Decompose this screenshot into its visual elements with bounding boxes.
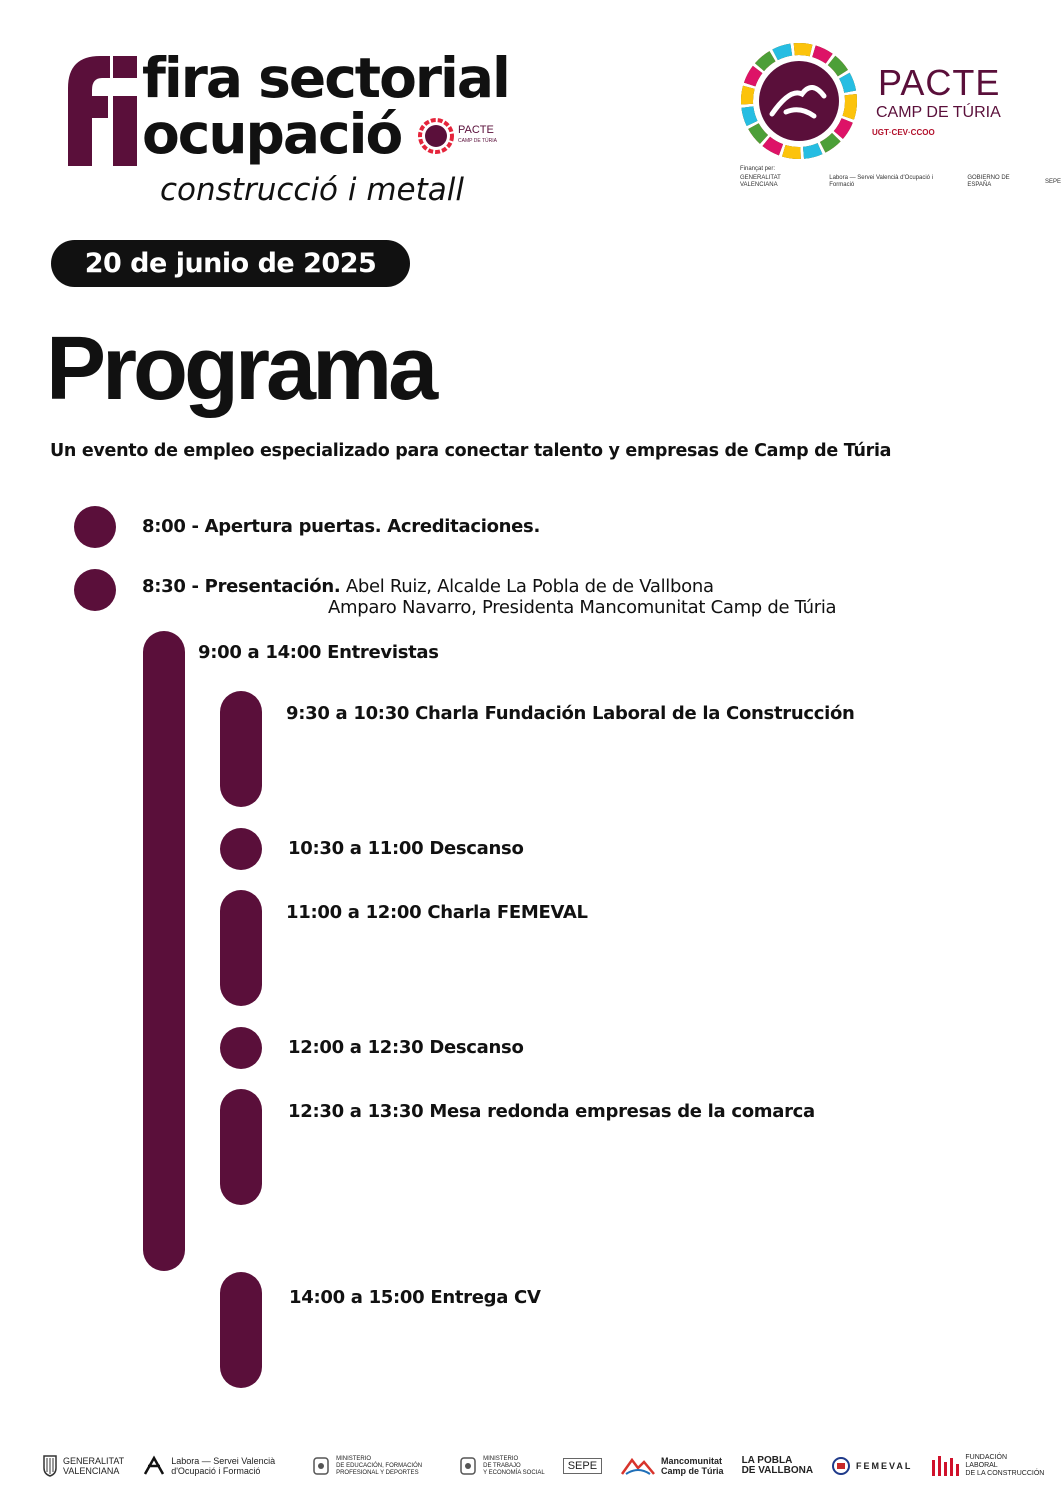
spain-crest-icon <box>311 1454 331 1478</box>
event-presentacion-time: 8:30 - Presentación. <box>142 576 341 597</box>
mancomunitat-mountain-icon <box>620 1454 656 1478</box>
event-entrega-cv: 14:00 a 15:00 Entrega CV <box>289 1287 541 1308</box>
tagline: Un evento de empleo especializado para conectar talento y empresas de Camp de Túria <box>50 441 892 461</box>
labora-icon <box>142 1454 166 1478</box>
page-title: Programa <box>46 319 435 419</box>
logo-la-pobla: LA POBLA DE VALLBONA <box>741 1455 814 1476</box>
funders-row <box>740 175 1061 189</box>
event-presentacion-speaker-1: Abel Ruiz, Alcalde La Pobla de de Vallbona <box>345 576 714 597</box>
event-charla-fundacion: 9:30 a 10:30 Charla Fundación Laboral de la Construcción <box>286 703 855 724</box>
logo-ministerio-trabajo: MINISTERIO DE TRABAJO Y ECONOMÍA SOCIAL <box>458 1454 545 1478</box>
mini-pacte-logo <box>418 118 504 166</box>
spain-crest-icon <box>458 1454 478 1478</box>
timeline-bar-charla-2 <box>220 890 262 1006</box>
event-presentacion <box>142 576 714 597</box>
fundacion-bars-icon <box>930 1454 960 1478</box>
timeline-dot-2 <box>74 569 116 611</box>
logo-sepe: SEPE <box>563 1458 602 1474</box>
event-charla-femeval: 11:00 a 12:00 Charla FEMEVAL <box>286 902 588 923</box>
pacte-partners: UGT·CEV·CCOO <box>872 128 935 137</box>
fi-logo-mark <box>58 48 138 166</box>
svg-text:PACTE: PACTE <box>458 124 494 136</box>
svg-text:CAMP DE TÚRIA: CAMP DE TÚRIA <box>458 138 497 144</box>
financed-label: Finançat per: <box>740 166 776 172</box>
date-badge: 20 de junio de 2025 <box>51 240 410 287</box>
event-subtitle: construcció i metall <box>160 172 464 208</box>
event-apertura: 8:00 - Apertura puertas. Acreditaciones. <box>142 516 541 537</box>
event-presentacion-speaker-2: Amparo Navarro, Presidenta Mancomunitat Camp de Túria <box>328 597 837 618</box>
femeval-emblem-icon <box>831 1454 851 1478</box>
event-title-line1: fira sectorial <box>142 46 509 110</box>
pacte-subtitle: CAMP DE TÚRIA <box>876 104 1001 121</box>
funder-4: SEPE <box>1044 178 1061 185</box>
event-mesa-redonda: 12:30 a 13:30 Mesa redonda empresas de la comarca <box>288 1101 815 1122</box>
funder-3: GOBIERNO DE ESPAÑA <box>967 175 1010 188</box>
timeline-dot-break-2 <box>220 1027 262 1069</box>
timeline-dot-1 <box>74 506 116 548</box>
logo-ministerio-educacion: MINISTERIO DE EDUCACIÓN, FORMACIÓN PROFESIONAL Y DEPORTES <box>311 1454 422 1478</box>
event-entrevistas: 9:00 a 14:00 Entrevistas <box>198 642 439 663</box>
pacte-name: PACTE <box>878 62 1001 103</box>
logo-generalitat: GENERALITAT VALENCIANA <box>42 1454 124 1478</box>
logo-fundacion-laboral: FUNDACIÓN LABORAL DE LA CONSTRUCCIÓN <box>930 1454 1044 1478</box>
event-title-line2: ocupació <box>142 102 402 166</box>
timeline-bar-cv <box>220 1272 262 1388</box>
timeline-bar-interviews <box>143 631 185 1271</box>
logo-femeval: FEMEVAL <box>831 1454 912 1478</box>
timeline-bar-charla-1 <box>220 691 262 807</box>
footer-logos <box>42 1446 1045 1486</box>
logo-mancomunitat: Mancomunitat Camp de Túria <box>620 1454 724 1478</box>
timeline-dot-break-1 <box>220 828 262 870</box>
logo-labora: Labora — Servei Valencià d'Ocupació i Formació <box>142 1454 275 1478</box>
event-descanso-2: 12:00 a 12:30 Descanso <box>288 1037 524 1058</box>
gva-shield-icon <box>42 1454 58 1478</box>
funder-2: Labora — Servei Valencià d'Ocupació i Formació <box>829 175 934 188</box>
event-descanso-1: 10:30 a 11:00 Descanso <box>288 838 524 859</box>
timeline-bar-mesa <box>220 1089 262 1205</box>
pacte-logo-icon <box>740 42 858 160</box>
funder-1: GENERALITAT VALENCIANA <box>740 175 781 188</box>
